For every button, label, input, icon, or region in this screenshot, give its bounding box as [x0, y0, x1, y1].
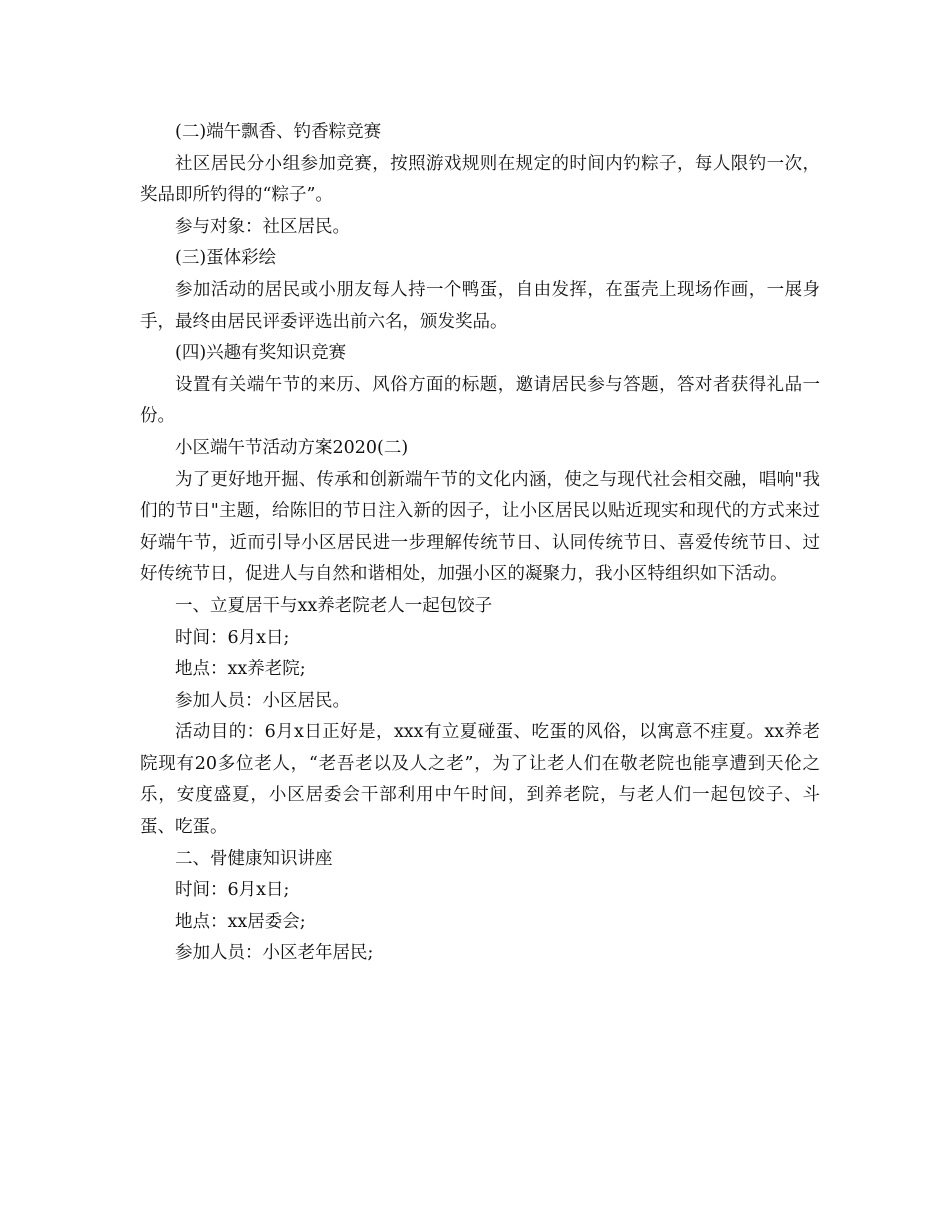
paragraph: 参加人员：小区居民。 — [175, 690, 350, 711]
section-heading-bone-health-lecture: 二、骨健康知识讲座 — [175, 848, 333, 869]
paragraph: 地点：xx养老院; — [175, 659, 306, 680]
section-heading-dragon-boat-zongzi-contest: (二)端午飘香、钓香粽竞赛 — [175, 122, 382, 142]
section-heading-knowledge-contest: (四)兴趣有奖知识竞赛 — [175, 343, 347, 364]
document-body — [140, 117, 820, 970]
paragraph: 参与对象：社区居民。 — [175, 216, 350, 237]
paragraph: 为了更好地开掘、传承和创新端午节的文化内涵，使之与现代社会相交融，唱响"我们的节日"主题，给陈旧的节日注入新的因子，让小区居民以贴近现实和现代的方式来过好端午节，近而引导小区居民进一步理解传统节日、认同传统节日、喜爱传统节日、过好传统节日，促进人与自然和谐相处，加强小区的凝聚力，我小区特组织如下活动。 — [140, 469, 820, 585]
paragraph: 参加活动的居民或小朋友每人持一个鸭蛋，自由发挥，在蛋壳上现场作画，一展身手，最终由居民评委评选出前六名，颁发奖品。 — [140, 279, 820, 332]
paragraph: 设置有关端午节的来历、风俗方面的标题，邀请居民参与答题，答对者获得礼品一份。 — [140, 374, 820, 427]
paragraph: 活动目的：6月x日正好是，xxx有立夏碰蛋、吃蛋的风俗，以寓意不疰夏。xx养老院现有20多位老人，“老吾老以及人之老”，为了让老人们在敬老院也能享遭到天伦之乐，安度盛夏，小区居委会干部利用中午时间，到养老院，与老人们一起包饺子、斗蛋、吃蛋。 — [140, 722, 820, 838]
document-subtitle: 小区端午节活动方案2020(二) — [175, 437, 409, 458]
section-heading-egg-painting: (三)蛋体彩绘 — [175, 248, 277, 269]
paragraph: 地点：xx居委会; — [175, 911, 306, 932]
section-heading-dumplings: 一、立夏居干与xx养老院老人一起包饺子 — [175, 595, 493, 616]
paragraph: 时间：6月x日; — [175, 627, 290, 648]
paragraph: 时间：6月x日; — [175, 880, 290, 901]
paragraph: 社区居民分小组参加竞赛，按照游戏规则在规定的时间内钓粽子，每人限钓一次，奖品即所钓得的“粽子”。 — [140, 153, 820, 206]
paragraph: 参加人员：小区老年居民; — [175, 943, 374, 964]
